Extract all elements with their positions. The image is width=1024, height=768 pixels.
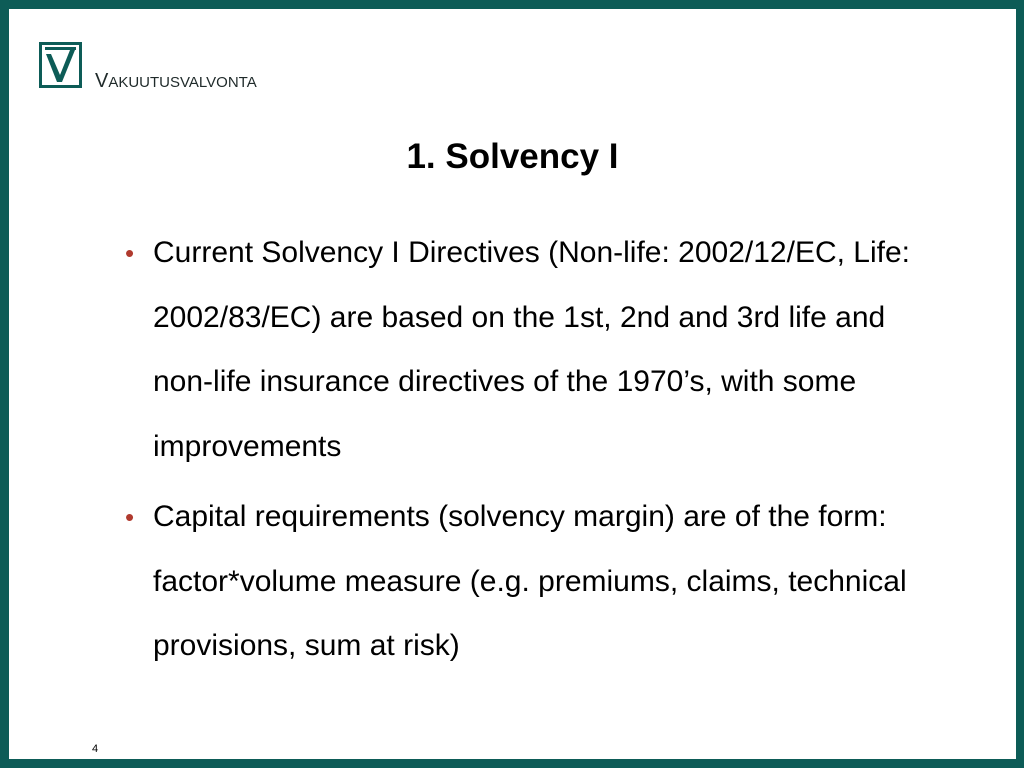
page-number: 4 <box>92 743 99 755</box>
slide-title: 1. Solvency I <box>406 137 619 176</box>
logo-wordmark-rest: AKUUTUSVALVONTA <box>108 74 257 91</box>
bullet-icon: • <box>125 238 135 268</box>
logo-wordmark-initial: V <box>95 70 109 92</box>
logo-wordmark <box>95 70 257 94</box>
bullet-item <box>121 221 951 479</box>
bullet-text: Current Solvency I Directives (Non-life: 2002/12/EC, Life: 2002/83/EC) are based on the 1st, 2nd and 3rd life and non-life insurance directives of the 1970’s, with some improvements <box>153 236 910 463</box>
bullet-list <box>121 221 951 685</box>
bullet-item <box>121 485 951 679</box>
bullet-text: Capital requirements (solvency margin) are of the form: factor*volume measure (e.g. premiums, claims, technical provisions, sum at risk) <box>153 500 907 662</box>
checkmark-logo-icon <box>39 42 82 88</box>
bullet-icon: • <box>125 502 135 532</box>
